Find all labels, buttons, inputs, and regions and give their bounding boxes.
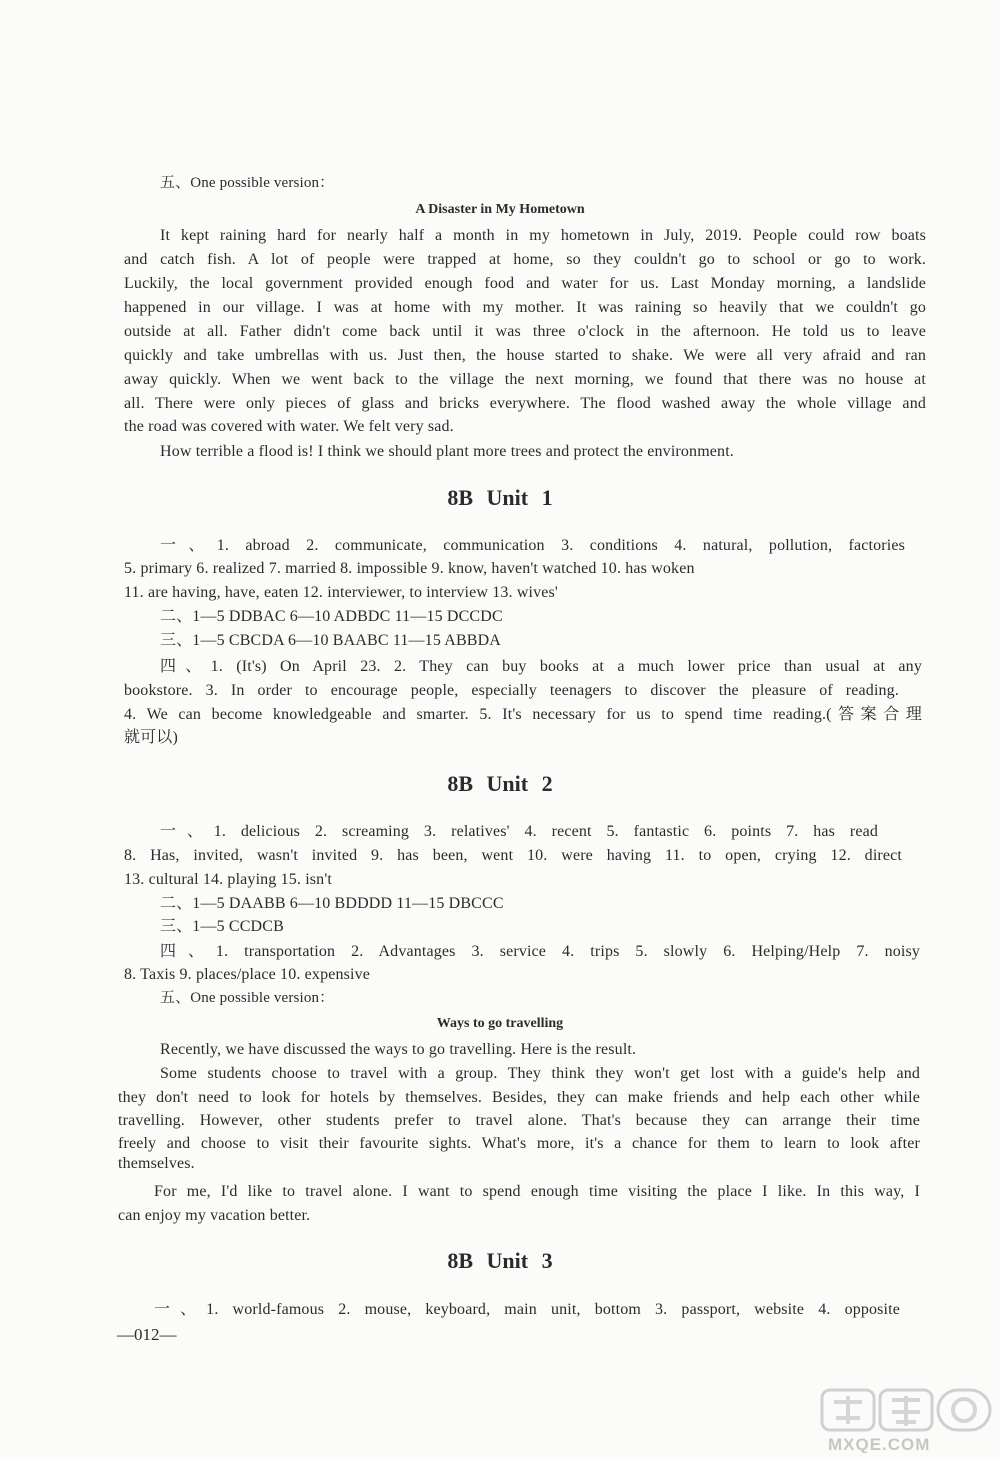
essay-title: Ways to go travelling: [436, 1016, 564, 1031]
section-intro: 五、One possible version：: [160, 175, 335, 191]
section-intro: 五、One possible version：: [160, 990, 335, 1006]
answer-line: 8. Taxis 9. places/place 10. expensive: [124, 966, 370, 983]
page-number: —012—: [117, 1325, 177, 1344]
watermark-logo: [820, 1388, 995, 1453]
answer-line: 三、1—5 CCDCB: [160, 918, 284, 935]
answer-line: 8. Has, invited, wasn't invited 9. has been, went 10. were having 11. to open, crying 12. direct: [124, 847, 902, 864]
answer-line: 13. cultural 14. playing 15. isn't: [124, 871, 332, 888]
unit-heading: 8B Unit 3: [447, 1248, 553, 1273]
essay-line: can enjoy my vacation better.: [118, 1207, 311, 1224]
answer-line: 二、1—5 DAABB 6—10 BDDDD 11—15 DBCCC: [160, 895, 504, 912]
answer-line: 11. are having, have, eaten 12. interviewer, to interview 13. wives': [124, 584, 558, 601]
unit-heading: 8B Unit 1: [447, 485, 553, 510]
essay-line: themselves.: [118, 1155, 195, 1172]
essay-line: they don't need to look for hotels by themselves. Besides, they can make friends and help each other while: [118, 1089, 920, 1106]
essay-line: How terrible a flood is! I think we should plant more trees and protect the environment.: [160, 443, 734, 460]
answer-line: 一、1. delicious 2. screaming 3. relatives' 4. recent 5. fantastic 6. points 7. has read: [160, 823, 878, 840]
svg-text:MXQE.COM: MXQE.COM: [828, 1435, 931, 1453]
essay-line: freely and choose to visit their favourite sights. What's more, it's a chance for them to learn to look after: [118, 1135, 920, 1152]
answer-line: 四、1. transportation 2. Advantages 3. service 4. trips 5. slowly 6. Helping/Help 7. noisy: [160, 943, 920, 960]
essay-line: Recently, we have discussed the ways to go travelling. Here is the result.: [160, 1041, 637, 1058]
essay-line: For me, I'd like to travel alone. I want to spend enough time visiting the place I like. In this way, I: [154, 1183, 920, 1200]
essay-line: away quickly. When we went back to the village the next morning, we found that there was no house at: [124, 371, 926, 388]
answer-line: 三、1—5 CBCDA 6—10 BAABC 11—15 ABBDA: [160, 632, 501, 649]
answer-line: 一、1. abroad 2. communicate, communication 3. conditions 4. natural, pollution, factories: [160, 537, 905, 554]
essay-line: and catch fish. A lot of people were trapped at home, so they couldn't go to school or go to work.: [124, 251, 926, 268]
answer-line: 一、1. world-famous 2. mouse, keyboard, main unit, bottom 3. passport, website 4. opposite: [154, 1301, 900, 1318]
essay-line: all. There were only pieces of glass and bricks everywhere. The flood washed away the whole village and: [124, 395, 926, 412]
answer-line: 二、1—5 DDBAC 6—10 ADBDC 11—15 DCCDC: [160, 608, 503, 625]
essay-line: happened in our village. I was at home with my mother. It was raining so heavily that we couldn't go: [124, 299, 926, 316]
answer-line: 就可以): [124, 729, 178, 746]
essay-line: Luckily, the local government provided enough food and water for us. Last Monday morning, a landslide: [124, 275, 926, 292]
answer-line: 5. primary 6. realized 7. married 8. impossible 9. know, haven't watched 10. has woken: [124, 560, 695, 577]
essay-title: A Disaster in My Hometown: [415, 202, 585, 217]
answer-line: 四、1. (It's) On April 23. 2. They can buy books at a much lower price than usual at any: [160, 658, 922, 675]
unit-heading: 8B Unit 2: [447, 771, 553, 796]
answer-line: 4. We can become knowledgeable and smarter. 5. It's necessary for us to spend time reading.(答案合理: [124, 706, 922, 723]
answer-line: bookstore. 3. In order to encourage people, especially teenagers to discover the pleasure of reading.: [124, 682, 899, 699]
essay-line: It kept raining hard for nearly half a month in my hometown in July, 2019. People could row boats: [160, 227, 926, 244]
essay-line: quickly and take umbrellas with us. Just then, the house started to shake. We were all very afraid and ran: [124, 347, 926, 364]
essay-line: travelling. However, other students prefer to travel alone. That's because they can arrange their time: [118, 1112, 920, 1129]
essay-line: Some students choose to travel with a group. They think they won't get lost with a guide's help and: [160, 1065, 920, 1082]
essay-line: the road was covered with water. We felt very sad.: [124, 418, 454, 435]
essay-line: outside at all. Father didn't come back until it was three o'clock in the afternoon. He told us to leave: [124, 323, 926, 340]
